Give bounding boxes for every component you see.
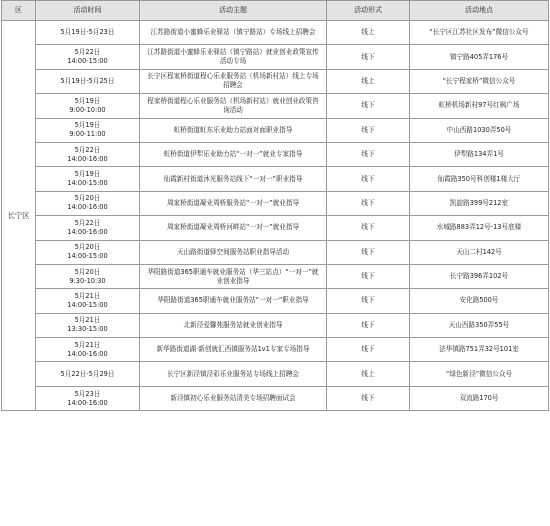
- time-cell: 5月19日 9:00-10:00: [36, 94, 140, 118]
- header-theme: 活动主题: [140, 1, 327, 21]
- form-cell: 线下: [327, 386, 410, 410]
- table-row: [2, 118, 549, 142]
- theme-cell: 长宁区新泾镇泾彩乐业服务站专场线上招聘会: [140, 362, 327, 386]
- time-cell: 5月20日 14:00-16:00: [36, 191, 140, 215]
- time-cell: 5月21日 14:00-15:00: [36, 289, 140, 313]
- time-cell: 5月22日 14:00-16:00: [36, 142, 140, 166]
- theme-cell: 仙霞新村街道沐光服务站线下“一对一”职业指导: [140, 167, 327, 191]
- place-cell: 水城路883弄12号-13号底楼: [410, 216, 549, 240]
- time-cell: 5月21日 13:30-15:00: [36, 313, 140, 337]
- form-cell: 线下: [327, 118, 410, 142]
- table-header-row: [2, 1, 549, 21]
- header-time: 活动时间: [36, 1, 140, 21]
- place-cell: 安化路500号: [410, 289, 549, 313]
- place-cell: 法华镇路751弄32号101室: [410, 338, 549, 362]
- place-cell: 天山二村142号: [410, 240, 549, 264]
- form-cell: 线上: [327, 69, 410, 93]
- theme-cell: 江苏路街道小蜜蜂乐业驿站（镇宁路站）就业创业政策宣传活动专场: [140, 45, 327, 69]
- form-cell: 线下: [327, 191, 410, 215]
- table-row: [2, 240, 549, 264]
- place-cell: “长宁程家桥”微信公众号: [410, 69, 549, 93]
- place-cell: 虹桥机场新村97号红枫广场: [410, 94, 549, 118]
- form-cell: 线下: [327, 45, 410, 69]
- place-cell: 双流路170号: [410, 386, 549, 410]
- place-cell: “绿色新泾”微信公众号: [410, 362, 549, 386]
- activity-table: [1, 0, 549, 411]
- form-cell: 线下: [327, 142, 410, 166]
- theme-cell: 周家桥街道凝业周桥服务站“一对一”就业指导: [140, 191, 327, 215]
- place-cell: 仙霞路350号科创楼1楼大厅: [410, 167, 549, 191]
- table-row: [2, 21, 549, 45]
- place-cell: 镇宁路405弄176号: [410, 45, 549, 69]
- time-cell: 5月19日 14:00-15:00: [36, 167, 140, 191]
- header-place: 活动地点: [410, 1, 549, 21]
- theme-cell: 长宁区程家桥街道程心乐业服务站（机场新村站）线上专场招聘会: [140, 69, 327, 93]
- time-cell: 5月22日 14:00-15:00: [36, 45, 140, 69]
- time-cell: 5月22日-5月29日: [36, 362, 140, 386]
- form-cell: 线下: [327, 313, 410, 337]
- table-body: [2, 21, 549, 411]
- form-cell: 线下: [327, 264, 410, 288]
- theme-cell: 华阳路街道365职通车就业服务站（华三站点）“一对一”就业创业指导: [140, 264, 327, 288]
- place-cell: 凯旋路399号212室: [410, 191, 549, 215]
- table-row: [2, 264, 549, 288]
- theme-cell: 江苏路街道小蜜蜂乐业驿站（镇宁路站）专场线上招聘会: [140, 21, 327, 45]
- theme-cell: 程家桥街道程心乐业服务站（机场新村站）就业创业政策咨询活动: [140, 94, 327, 118]
- place-cell: “长宁区江苏社区发布”微信公众号: [410, 21, 549, 45]
- theme-cell: 虹桥街道伊犁乐业助力站“一对一”就业专家指导: [140, 142, 327, 166]
- theme-cell: 新泾镇初心乐业服务站清美专场招聘面试会: [140, 386, 327, 410]
- form-cell: 线下: [327, 216, 410, 240]
- table-row: [2, 142, 549, 166]
- form-cell: 线下: [327, 289, 410, 313]
- table-row: [2, 289, 549, 313]
- table-row: [2, 69, 549, 93]
- theme-cell: 天山路街道驿空间服务站职业指导活动: [140, 240, 327, 264]
- form-cell: 线下: [327, 240, 410, 264]
- table-row: [2, 216, 549, 240]
- table-row: [2, 167, 549, 191]
- time-cell: 5月21日 14:00-16:00: [36, 338, 140, 362]
- table-row: [2, 45, 549, 69]
- theme-cell: 新华路街道湖·新创就汇西镇服务站1v1专家专场指导: [140, 338, 327, 362]
- table-row: [2, 362, 549, 386]
- time-cell: 5月20日 9:30-10:30: [36, 264, 140, 288]
- form-cell: 线上: [327, 362, 410, 386]
- place-cell: 长宁路396弄102号: [410, 264, 549, 288]
- theme-cell: 周家桥街道凝业周桥河畔站“一对一”就业指导: [140, 216, 327, 240]
- form-cell: 线下: [327, 94, 410, 118]
- place-cell: 中山西路1030弄50号: [410, 118, 549, 142]
- time-cell: 5月19日-5月25日: [36, 69, 140, 93]
- region-cell: 长宁区: [2, 21, 36, 411]
- table-row: [2, 94, 549, 118]
- time-cell: 5月20日 14:00-15:00: [36, 240, 140, 264]
- table-row: [2, 313, 549, 337]
- time-cell: 5月19日-5月23日: [36, 21, 140, 45]
- table-row: [2, 191, 549, 215]
- time-cell: 5月22日 14:00-16:00: [36, 216, 140, 240]
- header-form: 活动形式: [327, 1, 410, 21]
- form-cell: 线下: [327, 338, 410, 362]
- header-region: 区: [2, 1, 36, 21]
- form-cell: 线下: [327, 167, 410, 191]
- theme-cell: 北新泾爱馨苑服务站就业创业指导: [140, 313, 327, 337]
- table-row: [2, 338, 549, 362]
- place-cell: 天山西路350弄55号: [410, 313, 549, 337]
- table-row: [2, 386, 549, 410]
- theme-cell: 虹桥街道虹东乐业助力站面对面职业指导: [140, 118, 327, 142]
- theme-cell: 华阳路街道365职通车就业服务站“一对一”职业指导: [140, 289, 327, 313]
- time-cell: 5月23日 14:00-16:00: [36, 386, 140, 410]
- form-cell: 线上: [327, 21, 410, 45]
- place-cell: 伊犁路134弄1号: [410, 142, 549, 166]
- time-cell: 5月19日 9:00-11:00: [36, 118, 140, 142]
